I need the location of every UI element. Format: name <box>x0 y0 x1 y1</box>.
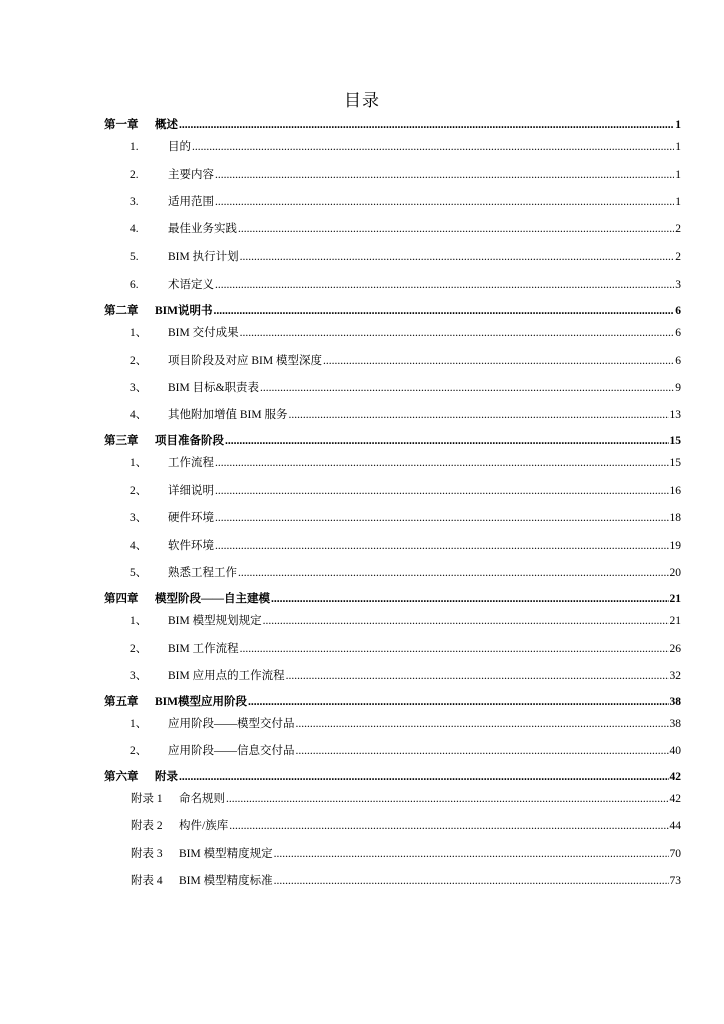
dot-leader <box>225 434 669 448</box>
toc-section-entry[interactable] <box>104 278 681 292</box>
entry-number: 3、 <box>130 670 148 682</box>
toc-section-entry[interactable] <box>104 456 681 470</box>
entry-number: 2、 <box>130 485 148 497</box>
toc-section-entry[interactable] <box>104 195 681 209</box>
dot-leader <box>215 539 669 553</box>
entry-number: 1、 <box>130 457 148 469</box>
toc-section-entry[interactable] <box>104 511 681 525</box>
toc-title: 目录 <box>344 91 380 110</box>
entry-number: 3. <box>130 196 139 208</box>
dot-leader <box>192 140 674 154</box>
entry-label: 最佳业务实践 <box>168 223 237 235</box>
dot-leader <box>215 456 669 470</box>
entry-number: 1、 <box>130 718 148 730</box>
entry-page-number: 6 <box>675 355 681 367</box>
toc-section-entry[interactable] <box>104 744 681 758</box>
dot-leader <box>215 168 674 182</box>
entry-number: 4、 <box>130 540 148 552</box>
entry-label: 命名规则 <box>179 793 225 805</box>
entry-number: 第五章 <box>104 696 139 708</box>
toc-section-entry[interactable] <box>104 669 681 683</box>
entry-label: 项目阶段及对应 BIM 模型深度 <box>168 355 322 367</box>
toc-section-entry[interactable] <box>104 847 681 861</box>
entry-page-number: 3 <box>675 279 681 291</box>
toc-chapter-entry[interactable] <box>104 304 681 318</box>
entry-label: BIM 模型精度标准 <box>179 875 273 887</box>
entry-page-number: 42 <box>669 793 681 805</box>
entry-page-number: 44 <box>669 820 681 832</box>
entry-label: 概述 <box>155 119 178 131</box>
entry-page-number: 6 <box>675 305 681 317</box>
entry-page-number: 38 <box>669 696 681 708</box>
dot-leader <box>263 614 669 628</box>
entry-page-number: 16 <box>669 485 681 497</box>
entry-label: BIM 模型规划规定 <box>168 615 262 627</box>
dot-leader <box>179 770 669 784</box>
entry-page-number: 6 <box>675 327 681 339</box>
entry-label: 熟悉工程工作 <box>168 567 237 579</box>
entry-number: 第六章 <box>104 771 139 783</box>
entry-label: BIM说明书 <box>155 305 213 317</box>
entry-page-number: 70 <box>669 848 681 860</box>
dot-leader <box>296 744 669 758</box>
toc-chapter-entry[interactable] <box>104 770 681 784</box>
entry-page-number: 20 <box>669 567 681 579</box>
entry-page-number: 1 <box>675 196 681 208</box>
entry-label: 硬件环境 <box>168 512 214 524</box>
entry-number: 1. <box>130 141 139 153</box>
entry-number: 3、 <box>130 512 148 524</box>
entry-number: 1、 <box>130 615 148 627</box>
entry-page-number: 1 <box>675 141 681 153</box>
entry-label: 软件环境 <box>168 540 214 552</box>
entry-page-number: 21 <box>669 615 681 627</box>
entry-page-number: 32 <box>669 670 681 682</box>
entry-number: 2、 <box>130 745 148 757</box>
entry-page-number: 42 <box>669 771 681 783</box>
entry-number: 6. <box>130 279 139 291</box>
toc-section-entry[interactable] <box>104 168 681 182</box>
entry-label: 应用阶段——信息交付品 <box>168 745 295 757</box>
entry-label: 术语定义 <box>168 279 214 291</box>
dot-leader <box>238 222 674 236</box>
entry-page-number: 2 <box>675 251 681 263</box>
entry-number: 第三章 <box>104 435 139 447</box>
toc-chapter-entry[interactable] <box>104 695 681 709</box>
dot-leader <box>296 717 669 731</box>
entry-number: 附表 4 <box>131 875 163 887</box>
dot-leader <box>240 250 675 264</box>
entry-label: 项目准备阶段 <box>155 435 224 447</box>
entry-label: 适用范围 <box>168 196 214 208</box>
toc-section-entry[interactable] <box>104 792 681 806</box>
toc-section-entry[interactable] <box>104 566 681 580</box>
entry-label: 主要内容 <box>168 169 214 181</box>
toc-section-entry[interactable] <box>104 326 681 340</box>
entry-label: 工作流程 <box>168 457 214 469</box>
dot-leader <box>226 792 669 806</box>
entry-label: 应用阶段——模型交付品 <box>168 718 295 730</box>
entry-page-number: 2 <box>675 223 681 235</box>
entry-number: 附录 1 <box>131 793 163 805</box>
entry-number: 第一章 <box>104 119 139 131</box>
entry-label: BIM 目标&职责表 <box>168 382 260 394</box>
entry-label: BIM 交付成果 <box>168 327 239 339</box>
entry-label: 其他附加增值 BIM 服务 <box>168 409 288 421</box>
dot-leader <box>215 484 669 498</box>
dot-leader <box>240 642 669 656</box>
dot-leader <box>229 819 668 833</box>
dot-leader <box>214 304 675 318</box>
dot-leader <box>179 118 674 132</box>
dot-leader <box>215 511 669 525</box>
toc-section-entry[interactable] <box>104 539 681 553</box>
entry-page-number: 1 <box>675 119 681 131</box>
toc-section-entry[interactable] <box>104 484 681 498</box>
entry-label: 模型阶段——自主建模 <box>155 593 270 605</box>
toc-section-entry[interactable] <box>104 381 681 395</box>
dot-leader <box>238 566 669 580</box>
toc-section-entry[interactable] <box>104 250 681 264</box>
entry-number: 4、 <box>130 409 148 421</box>
entry-label: BIM 工作流程 <box>168 643 239 655</box>
entry-label: BIM 应用点的工作流程 <box>168 670 285 682</box>
dot-leader <box>323 354 674 368</box>
entry-number: 附表 3 <box>131 848 163 860</box>
toc-chapter-entry[interactable] <box>104 434 681 448</box>
entry-page-number: 1 <box>675 169 681 181</box>
entry-number: 2、 <box>130 355 148 367</box>
dot-leader <box>271 592 669 606</box>
dot-leader <box>274 847 669 861</box>
toc-section-entry[interactable] <box>104 408 681 422</box>
toc-section-entry[interactable] <box>104 140 681 154</box>
dot-leader <box>288 408 668 422</box>
entry-number: 第二章 <box>104 305 139 317</box>
entry-page-number: 19 <box>669 540 681 552</box>
entry-number: 第四章 <box>104 593 139 605</box>
dot-leader <box>248 695 669 709</box>
dot-leader <box>260 381 674 395</box>
entry-number: 附表 2 <box>131 820 163 832</box>
entry-page-number: 13 <box>669 409 681 421</box>
entry-number: 4. <box>130 223 139 235</box>
entry-number: 2. <box>130 169 139 181</box>
entry-page-number: 38 <box>669 718 681 730</box>
toc-section-entry[interactable] <box>104 614 681 628</box>
toc-section-entry[interactable] <box>104 354 681 368</box>
entry-page-number: 73 <box>669 875 681 887</box>
entry-label: 附录 <box>155 771 178 783</box>
entry-page-number: 15 <box>669 457 681 469</box>
toc-chapter-entry[interactable] <box>104 118 681 132</box>
entry-page-number: 21 <box>669 593 681 605</box>
dot-leader <box>215 195 674 209</box>
entry-page-number: 9 <box>675 382 681 394</box>
entry-number: 2、 <box>130 643 148 655</box>
entry-number: 5、 <box>130 567 148 579</box>
toc-chapter-entry[interactable] <box>104 592 681 606</box>
entry-number: 5. <box>130 251 139 263</box>
dot-leader <box>215 278 674 292</box>
entry-label: 构件/族库 <box>179 820 229 832</box>
entry-page-number: 15 <box>669 435 681 447</box>
toc-section-entry[interactable] <box>104 642 681 656</box>
entry-number: 3、 <box>130 382 148 394</box>
toc-section-entry[interactable] <box>104 717 681 731</box>
toc-section-entry[interactable] <box>104 819 681 833</box>
entry-page-number: 26 <box>669 643 681 655</box>
entry-label: BIM 模型精度规定 <box>179 848 273 860</box>
entry-page-number: 18 <box>669 512 681 524</box>
toc-section-entry[interactable] <box>104 222 681 236</box>
entry-page-number: 40 <box>669 745 681 757</box>
entry-label: 详细说明 <box>168 485 214 497</box>
entry-label: BIM 执行计划 <box>168 251 239 263</box>
entry-label: BIM模型应用阶段 <box>155 696 247 708</box>
dot-leader <box>286 669 669 683</box>
toc-section-entry[interactable] <box>104 874 681 888</box>
dot-leader <box>274 874 669 888</box>
entry-number: 1、 <box>130 327 148 339</box>
entry-label: 目的 <box>168 141 191 153</box>
dot-leader <box>240 326 675 340</box>
